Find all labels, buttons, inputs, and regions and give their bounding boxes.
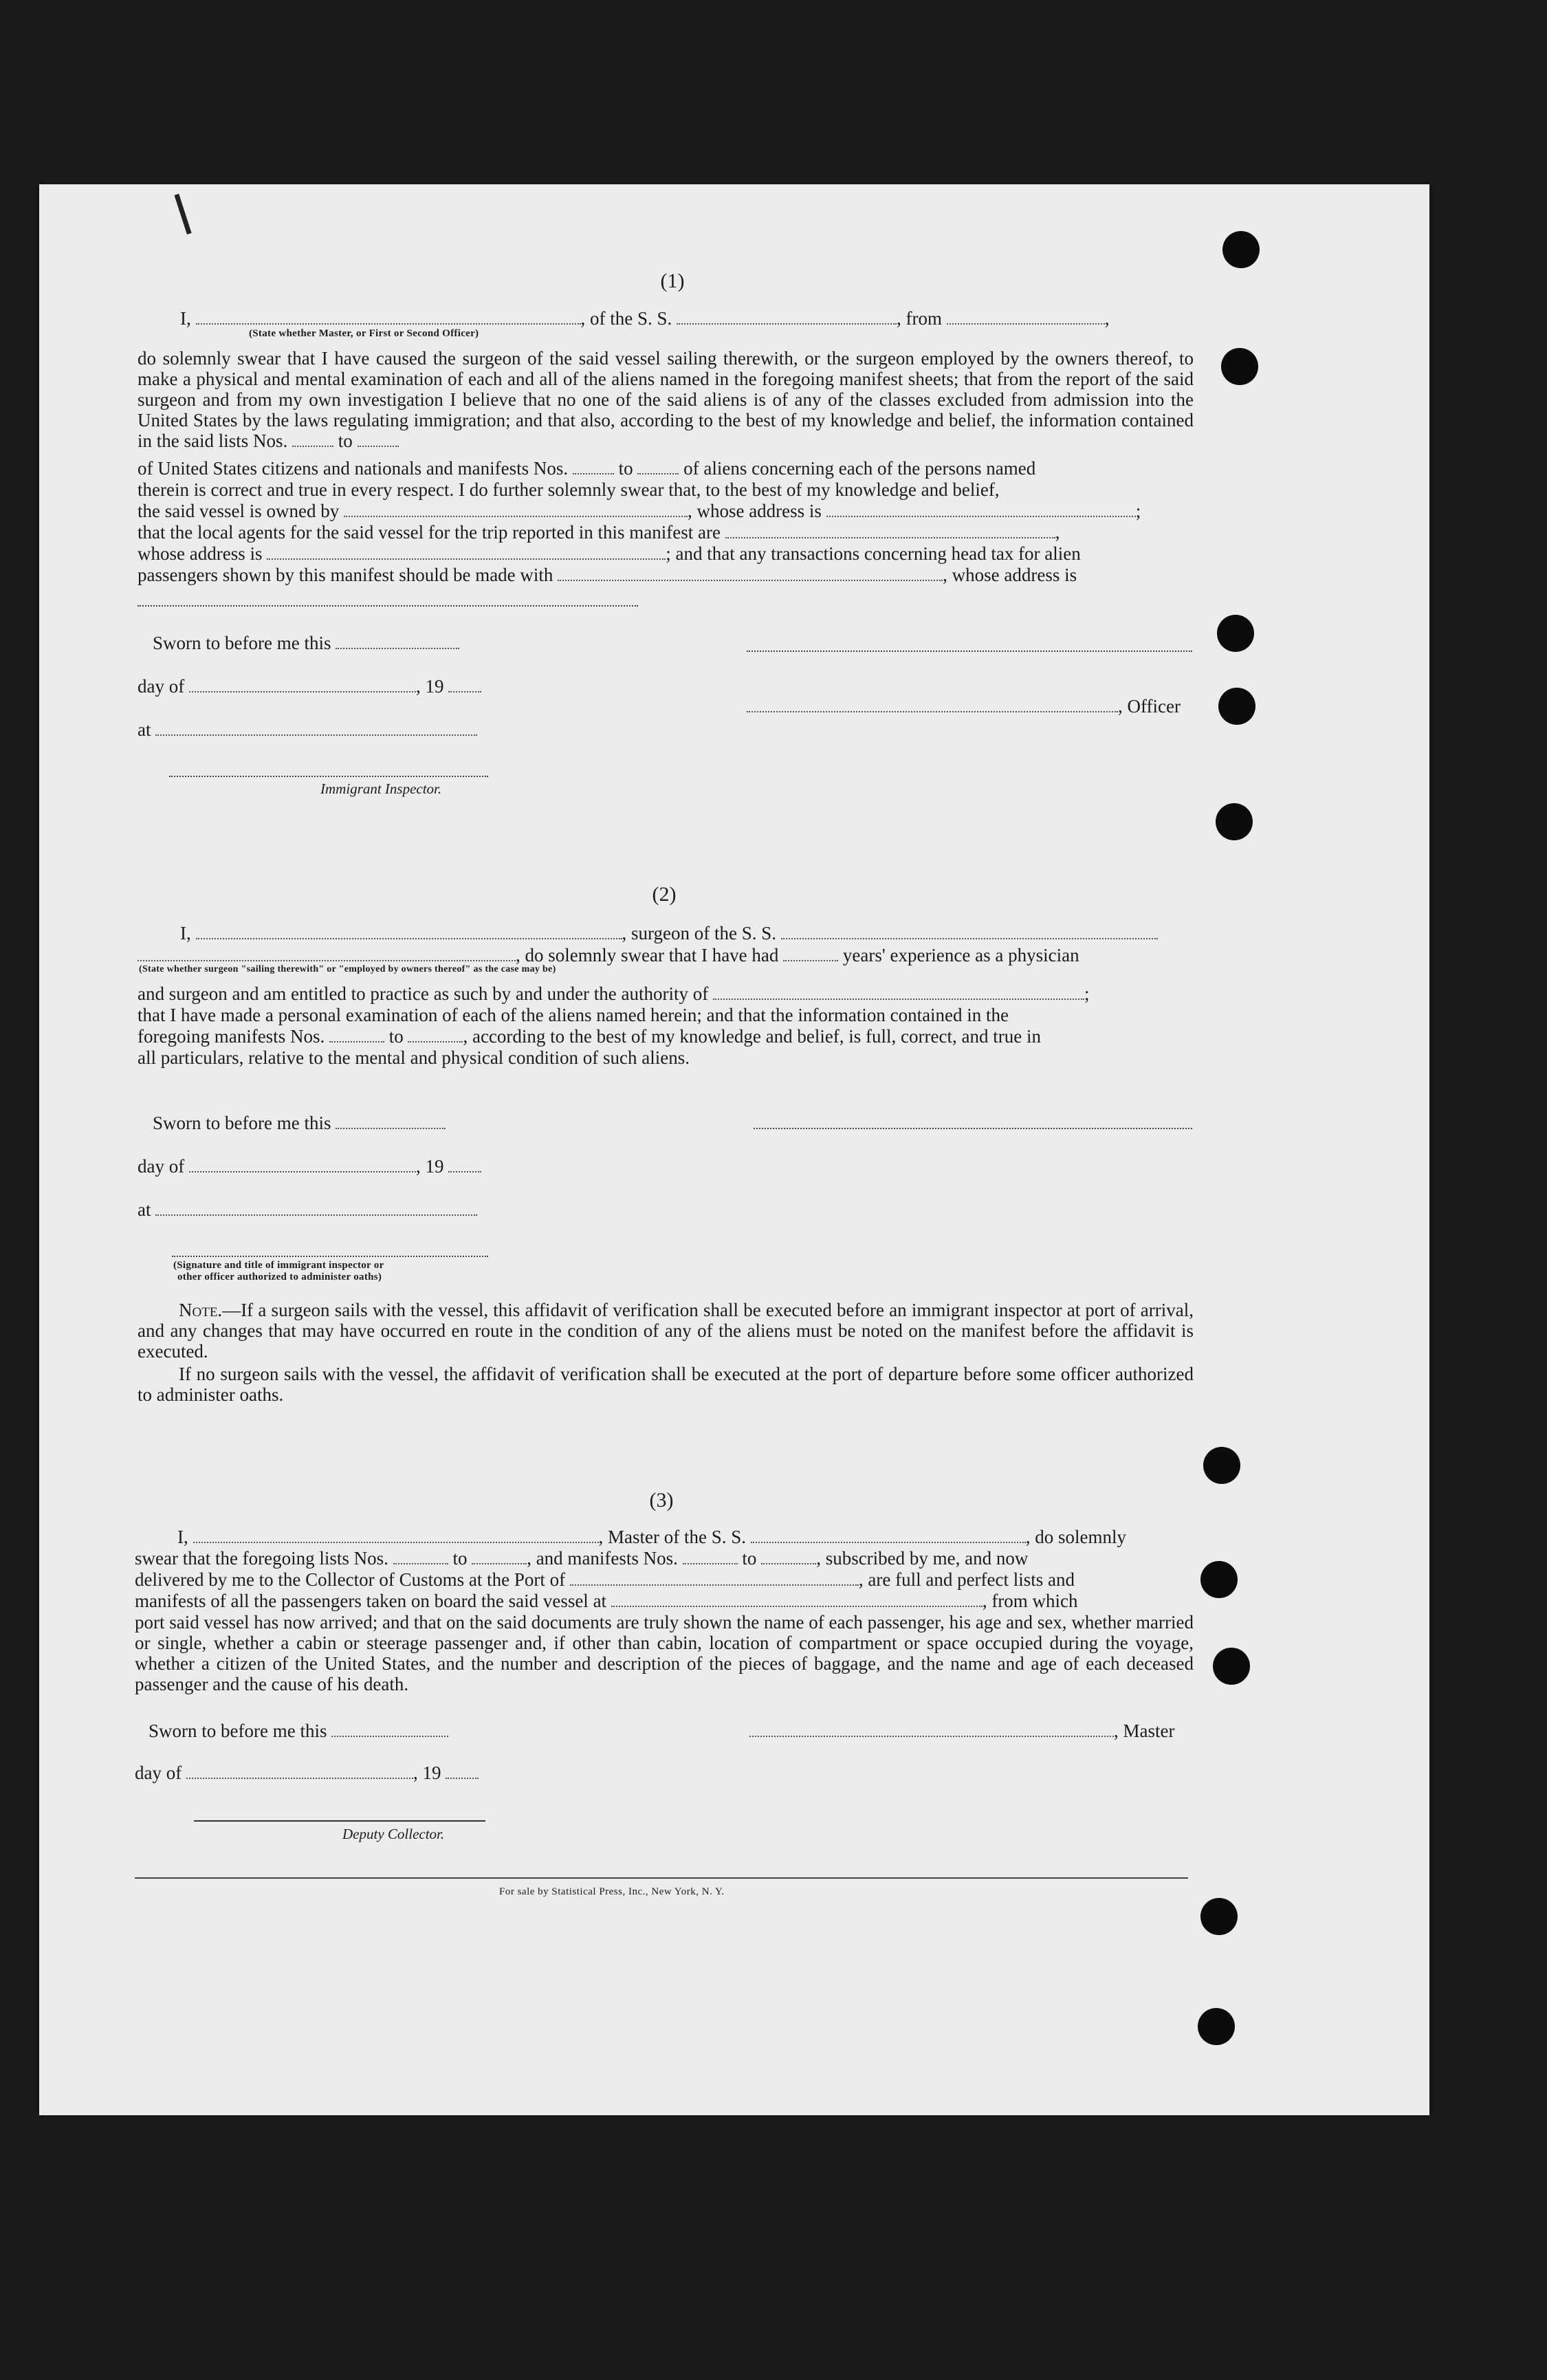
master-signature-field[interactable] (749, 1722, 1114, 1737)
note-paragraph-2: If no surgeon sails with the vessel, the affidavit of verification shall be executed at the port of departure before some officer authorized to administer oaths. (138, 1364, 1194, 1405)
authority-field[interactable] (713, 985, 1084, 1000)
manifest-from-field[interactable] (573, 459, 614, 474)
collector-signature-line[interactable] (194, 1820, 485, 1822)
comma: , (1055, 522, 1060, 543)
punch-hole (1216, 803, 1253, 840)
foregoing-line (138, 1026, 1041, 1047)
day-of-label: day of (135, 1762, 182, 1783)
year-label: , 19 (415, 676, 444, 697)
head-tax-contact-field[interactable] (558, 566, 943, 581)
list-to-field[interactable] (358, 432, 399, 447)
section-3-body: port said vessel has now arrived; and that on the said documents are truly shown the name of each passenger, his age and sex, whether married or single, whether a cabin or steerage passenger and, if other than cabin, location of compartment or space occupied during the voyage, whether a citizen of the United States, and the number and description of the pieces of baggage, and the name and age of each deceased passenger and the cause of his death. (135, 1612, 1194, 1694)
vessel-name-field[interactable] (781, 924, 1158, 939)
manifests-text: manifests of all the passengers taken on board the said vessel at (135, 1591, 607, 1611)
year-label: , 19 (415, 1156, 444, 1177)
section-3-number: (3) (649, 1489, 674, 1511)
master-signature-line (749, 1721, 1174, 1741)
whose-address-label: , whose address is (687, 501, 822, 521)
punch-hole (1217, 615, 1254, 652)
lists-line (135, 1548, 1028, 1569)
surgeon-of-label: , surgeon of the S. S. (622, 923, 777, 943)
sworn-line (153, 633, 459, 653)
at-line (138, 1199, 477, 1220)
year-field[interactable] (448, 1157, 481, 1172)
oath-text: do solemnly swear that I have caused the surgeon of the said vessel sailing therewith, or the surgeon employed by the owners thereof, to make a physical and mental examination of each and all of the aliens named in the foregoing manifest sheets; that from the report of the said surgeon and from my own investigation I believe that no one of the said aliens is of any of the classes excluded from admission into the United States by the laws regulating immigration; and that also, according to the best of my knowledge and belief, the information contained in the said lists Nos. (138, 348, 1194, 451)
citizens-line (138, 458, 1035, 479)
punch-hole (1213, 1648, 1250, 1685)
officer-line (747, 696, 1181, 717)
place-field[interactable] (155, 721, 477, 736)
punch-hole (1203, 1447, 1240, 1484)
punch-hole (1198, 2008, 1235, 2045)
comma: , (1104, 308, 1110, 329)
local-agents-line (138, 522, 1060, 543)
declarant-name-field[interactable] (196, 309, 581, 325)
to-label: to (338, 430, 353, 451)
signature-line[interactable] (747, 651, 1192, 652)
section-1-body (138, 348, 1194, 451)
passengers-text: passengers shown by this manifest should be made with (138, 565, 553, 585)
manifest-to-field[interactable] (408, 1027, 463, 1042)
inspector-signature-line[interactable] (169, 776, 488, 777)
sworn-date-field[interactable] (331, 1722, 448, 1737)
sworn-text: Sworn to before me this (153, 633, 331, 653)
list-to-field[interactable] (472, 1549, 527, 1564)
owner-field[interactable] (344, 502, 688, 517)
inspector-caption: Immigrant Inspector. (320, 780, 442, 797)
owner-address-field[interactable] (826, 502, 1136, 517)
i-label: I, (180, 308, 191, 329)
owned-by-line (138, 501, 1141, 521)
experience-line (138, 945, 1079, 965)
signature-caption-line-2: other officer authorized to administer oaths) (177, 1271, 382, 1282)
citizens-text: of United States citizens and nationals and manifests Nos. (138, 458, 569, 479)
master-name-field[interactable] (193, 1528, 599, 1543)
to-label: to (452, 1548, 468, 1569)
day-of-line (138, 676, 481, 697)
month-field[interactable] (186, 1764, 413, 1779)
swear-lists-text: swear that the foregoing lists Nos. (135, 1548, 388, 1569)
footer-divider (135, 1877, 1188, 1879)
note-text: —If a surgeon sails with the vessel, this affidavit of verification shall be executed before an immigrant inspector at port of arrival, and any changes that may have occurred en route in the condition of any of the aliens must be noted on the manifest before the affidavit is executed. (138, 1300, 1194, 1362)
from-port-field[interactable] (947, 309, 1105, 325)
officer-signature-field[interactable] (747, 697, 1118, 712)
at-label: at (138, 1199, 151, 1220)
sworn-line (153, 1113, 446, 1133)
i-label: I, (180, 923, 191, 943)
sworn-date-field[interactable] (336, 1114, 446, 1129)
punch-hole (1200, 1561, 1238, 1598)
do-solemnly-text: , do solemnly (1025, 1527, 1126, 1547)
delivered-line (135, 1569, 1075, 1590)
full-perfect-text: , are full and perfect lists and (858, 1569, 1075, 1590)
from-which-text: , from which (982, 1591, 1078, 1611)
punch-hole (1222, 231, 1260, 268)
according-text: , according to the best of my knowledge and belief, is full, correct, and true in (463, 1026, 1041, 1047)
signature-caption-line-1: (Signature and title of immigrant inspector or (173, 1260, 384, 1271)
owned-by-text: the said vessel is owned by (138, 501, 340, 521)
printer-imprint: For sale by Statistical Press, Inc., New York, N. Y. (499, 1886, 725, 1897)
day-of-line (135, 1762, 479, 1783)
list-from-field[interactable] (393, 1549, 448, 1564)
passengers-line (138, 565, 1077, 585)
section-2-number: (2) (652, 883, 677, 906)
year-label: , 19 (413, 1762, 441, 1783)
contact-address-field[interactable] (138, 605, 638, 607)
officer-label: , Officer (1118, 696, 1181, 717)
personal-exam-line: that I have made a personal examination of each of the aliens named herein; and that the information contained in the (138, 1005, 1009, 1025)
to-label: to (388, 1026, 404, 1047)
departure-port-field[interactable] (611, 1592, 983, 1607)
note-paragraph (138, 1300, 1194, 1362)
master-of-label: , Master of the S. S. (598, 1527, 746, 1547)
surgeon-line (180, 923, 1158, 943)
list-from-field[interactable] (292, 432, 333, 447)
authority-line (138, 983, 1090, 1004)
delivered-text: delivered by me to the Collector of Customs at the Port of (135, 1569, 566, 1590)
semicolon: ; (1135, 501, 1141, 521)
year-field[interactable] (446, 1764, 479, 1779)
whose-address-label: whose address is (138, 543, 263, 564)
foregoing-text: foregoing manifests Nos. (138, 1026, 325, 1047)
of-the-ss-label: , of the S. S. (580, 308, 672, 329)
to-label: to (742, 1548, 757, 1569)
vessel-name-field[interactable] (677, 309, 897, 325)
sworn-text: Sworn to before me this (149, 1721, 327, 1741)
agents-address-field[interactable] (267, 545, 666, 560)
punch-hole (1218, 688, 1255, 725)
day-of-line (138, 1156, 481, 1177)
master-label: , Master (1114, 1721, 1175, 1741)
deputy-collector-caption: Deputy Collector. (342, 1826, 445, 1842)
month-field[interactable] (189, 1157, 416, 1172)
particulars-line: all particulars, relative to the mental and physical condition of such aliens. (138, 1047, 690, 1068)
aliens-text: of aliens concerning each of the persons named (683, 458, 1036, 479)
agents-address-line (138, 543, 1081, 564)
to-label: to (618, 458, 633, 479)
rank-caption: (State whether Master, or First or Second Officer) (249, 328, 479, 339)
manifest-from-field[interactable] (683, 1549, 738, 1564)
do-solemnly-text: , do solemnly swear that I have had (516, 945, 779, 965)
section-1-number: (1) (660, 270, 685, 292)
note-label: Note. (179, 1300, 223, 1320)
surgeon-status-field[interactable] (138, 946, 516, 961)
surgeon-name-field[interactable] (196, 924, 622, 939)
authority-text: and surgeon and am entitled to practice as such by and under the authority of (138, 983, 709, 1004)
surgeon-status-caption: (State whether surgeon "sailing therewith" or "employed by owners thereof" as the case may be) (139, 964, 556, 974)
day-of-label: day of (138, 676, 185, 697)
sworn-date-field[interactable] (336, 634, 459, 649)
day-of-label: day of (138, 1156, 185, 1177)
year-field[interactable] (448, 677, 481, 692)
correct-line: therein is correct and true in every respect. I do further solemnly swear that, to the best of my knowledge and belief, (138, 479, 1000, 500)
official-signature-line[interactable] (172, 1256, 488, 1257)
i-label: I, (177, 1527, 188, 1547)
years-field[interactable] (783, 946, 838, 961)
sworn-line (149, 1721, 448, 1741)
vessel-name-field[interactable] (751, 1528, 1026, 1543)
local-agents-text: that the local agents for the said vessel for the trip reported in this manifest are (138, 522, 721, 543)
place-field[interactable] (155, 1201, 477, 1216)
punch-hole (1221, 348, 1258, 385)
manifest-to-field[interactable] (637, 459, 679, 474)
from-label: , from (897, 308, 942, 329)
sworn-text: Sworn to before me this (153, 1113, 331, 1133)
whose-address-label: , whose address is (943, 565, 1077, 585)
years-experience-text: years' experience as a physician (842, 945, 1079, 965)
subscribed-text: , subscribed by me, and now (816, 1548, 1029, 1569)
master-line (177, 1527, 1126, 1547)
and-manifests-text: , and manifests Nos. (527, 1548, 678, 1569)
manifests-line (135, 1591, 1078, 1611)
semicolon: ; (1084, 983, 1090, 1004)
local-agents-field[interactable] (725, 523, 1055, 538)
manifest-from-field[interactable] (329, 1027, 384, 1042)
port-field[interactable] (570, 1571, 859, 1586)
surgeon-signature-line[interactable] (754, 1128, 1192, 1129)
head-tax-text: ; and that any transactions concerning head tax for alien (666, 543, 1081, 564)
punch-hole (1200, 1898, 1238, 1935)
month-field[interactable] (189, 677, 416, 692)
at-label: at (138, 719, 151, 740)
manifest-to-field[interactable] (761, 1549, 816, 1564)
at-line (138, 719, 477, 740)
section-1-declarant-line (180, 308, 1110, 329)
